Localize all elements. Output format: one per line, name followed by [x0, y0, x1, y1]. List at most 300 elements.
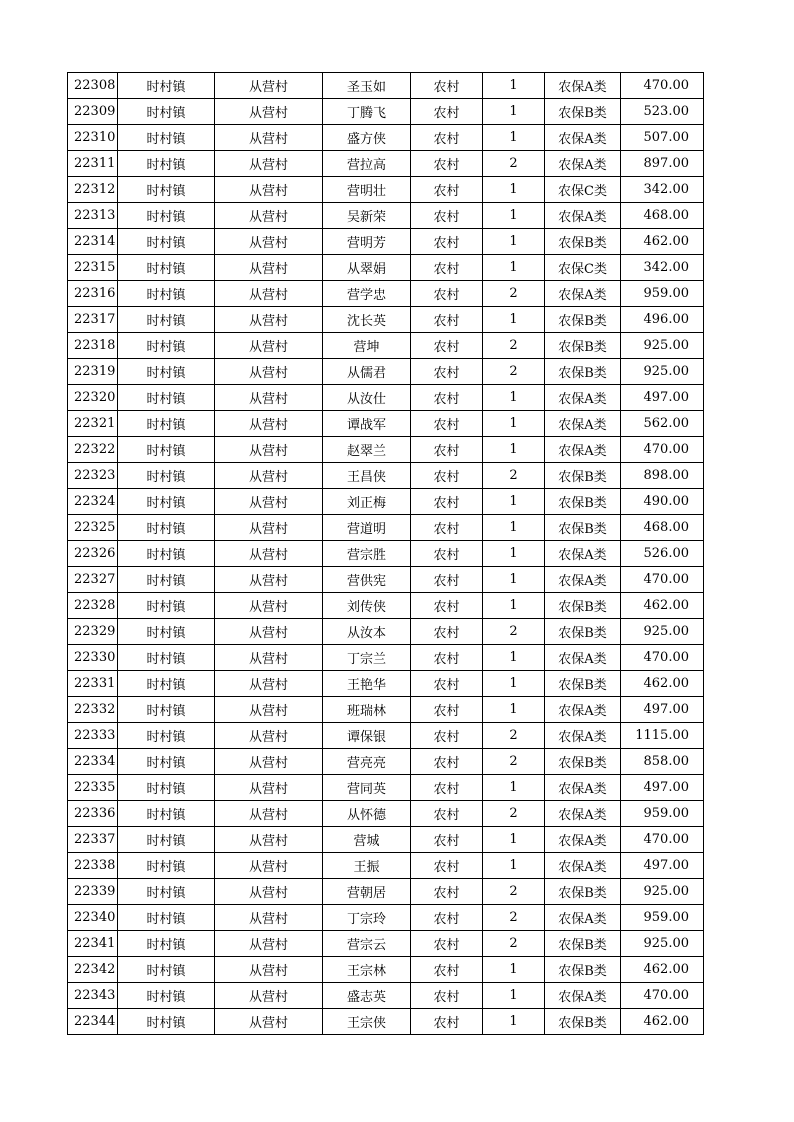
village-cell: 从营村 [215, 671, 323, 697]
record-id-cell: 22328 [68, 593, 118, 619]
amount-cell: 496.00 [621, 307, 704, 333]
record-id-cell: 22342 [68, 957, 118, 983]
name-cell: 营道明 [323, 515, 411, 541]
village-cell: 从营村 [215, 463, 323, 489]
table-row [68, 567, 704, 593]
amount-cell: 468.00 [621, 203, 704, 229]
household-size-cell: 1 [483, 827, 545, 853]
area-type-cell: 农村 [411, 177, 483, 203]
area-type-cell: 农村 [411, 489, 483, 515]
table-row [68, 125, 704, 151]
table-row [68, 281, 704, 307]
village-cell: 从营村 [215, 931, 323, 957]
table-row [68, 99, 704, 125]
area-type-cell: 农村 [411, 255, 483, 281]
amount-cell: 925.00 [621, 619, 704, 645]
record-id-cell: 22329 [68, 619, 118, 645]
insurance-class-cell: 农保B类 [545, 359, 621, 385]
household-size-cell: 2 [483, 359, 545, 385]
record-id-cell: 22337 [68, 827, 118, 853]
name-cell: 刘正梅 [323, 489, 411, 515]
village-cell: 从营村 [215, 229, 323, 255]
record-id-cell: 22316 [68, 281, 118, 307]
household-size-cell: 2 [483, 151, 545, 177]
record-id-cell: 22336 [68, 801, 118, 827]
village-cell: 从营村 [215, 125, 323, 151]
household-size-cell: 1 [483, 437, 545, 463]
table-row [68, 437, 704, 463]
table-row [68, 463, 704, 489]
amount-cell: 1115.00 [621, 723, 704, 749]
name-cell: 赵翠兰 [323, 437, 411, 463]
household-size-cell: 1 [483, 489, 545, 515]
insurance-class-cell: 农保A类 [545, 281, 621, 307]
table-row [68, 879, 704, 905]
amount-cell: 470.00 [621, 983, 704, 1009]
table-row [68, 229, 704, 255]
area-type-cell: 农村 [411, 671, 483, 697]
household-size-cell: 2 [483, 879, 545, 905]
area-type-cell: 农村 [411, 1009, 483, 1035]
amount-cell: 959.00 [621, 801, 704, 827]
area-type-cell: 农村 [411, 99, 483, 125]
village-cell: 从营村 [215, 177, 323, 203]
name-cell: 丁宗玲 [323, 905, 411, 931]
household-size-cell: 2 [483, 931, 545, 957]
town-cell: 时村镇 [118, 697, 215, 723]
amount-cell: 858.00 [621, 749, 704, 775]
area-type-cell: 农村 [411, 437, 483, 463]
name-cell: 刘传侠 [323, 593, 411, 619]
amount-cell: 925.00 [621, 931, 704, 957]
town-cell: 时村镇 [118, 151, 215, 177]
record-id-cell: 22331 [68, 671, 118, 697]
town-cell: 时村镇 [118, 645, 215, 671]
name-cell: 营明芳 [323, 229, 411, 255]
area-type-cell: 农村 [411, 385, 483, 411]
area-type-cell: 农村 [411, 645, 483, 671]
household-size-cell: 2 [483, 333, 545, 359]
town-cell: 时村镇 [118, 723, 215, 749]
name-cell: 从翠娟 [323, 255, 411, 281]
name-cell: 营城 [323, 827, 411, 853]
area-type-cell: 农村 [411, 567, 483, 593]
table-row [68, 151, 704, 177]
amount-cell: 497.00 [621, 697, 704, 723]
name-cell: 谭保银 [323, 723, 411, 749]
name-cell: 营坤 [323, 333, 411, 359]
name-cell: 营学忠 [323, 281, 411, 307]
town-cell: 时村镇 [118, 801, 215, 827]
name-cell: 王昌侠 [323, 463, 411, 489]
household-size-cell: 1 [483, 567, 545, 593]
area-type-cell: 农村 [411, 281, 483, 307]
town-cell: 时村镇 [118, 229, 215, 255]
record-id-cell: 22319 [68, 359, 118, 385]
insurance-class-cell: 农保B类 [545, 931, 621, 957]
amount-cell: 959.00 [621, 905, 704, 931]
household-size-cell: 1 [483, 957, 545, 983]
household-size-cell: 2 [483, 619, 545, 645]
village-cell: 从营村 [215, 515, 323, 541]
town-cell: 时村镇 [118, 827, 215, 853]
record-id-cell: 22335 [68, 775, 118, 801]
insurance-class-cell: 农保B类 [545, 593, 621, 619]
village-cell: 从营村 [215, 853, 323, 879]
record-id-cell: 22326 [68, 541, 118, 567]
name-cell: 营同英 [323, 775, 411, 801]
name-cell: 吴新荣 [323, 203, 411, 229]
household-size-cell: 1 [483, 853, 545, 879]
name-cell: 班瑞林 [323, 697, 411, 723]
insurance-class-cell: 农保A类 [545, 723, 621, 749]
village-cell: 从营村 [215, 645, 323, 671]
household-size-cell: 1 [483, 515, 545, 541]
table-row [68, 827, 704, 853]
insurance-class-cell: 农保A类 [545, 437, 621, 463]
insurance-class-cell: 农保A类 [545, 385, 621, 411]
town-cell: 时村镇 [118, 775, 215, 801]
table-row [68, 801, 704, 827]
village-cell: 从营村 [215, 723, 323, 749]
insurance-class-cell: 农保B类 [545, 333, 621, 359]
household-size-cell: 1 [483, 385, 545, 411]
table-row [68, 957, 704, 983]
town-cell: 时村镇 [118, 177, 215, 203]
roster-body [68, 73, 704, 1035]
town-cell: 时村镇 [118, 749, 215, 775]
amount-cell: 470.00 [621, 645, 704, 671]
table-row [68, 645, 704, 671]
amount-cell: 468.00 [621, 515, 704, 541]
name-cell: 圣玉如 [323, 73, 411, 99]
household-size-cell: 1 [483, 177, 545, 203]
insurance-class-cell: 农保A类 [545, 125, 621, 151]
name-cell: 从儒君 [323, 359, 411, 385]
village-cell: 从营村 [215, 801, 323, 827]
table-row [68, 333, 704, 359]
amount-cell: 462.00 [621, 229, 704, 255]
insurance-class-cell: 农保A类 [545, 203, 621, 229]
table-row [68, 697, 704, 723]
table-row [68, 385, 704, 411]
name-cell: 王振 [323, 853, 411, 879]
village-cell: 从营村 [215, 73, 323, 99]
insurance-class-cell: 农保B类 [545, 229, 621, 255]
table-row [68, 931, 704, 957]
village-cell: 从营村 [215, 281, 323, 307]
area-type-cell: 农村 [411, 983, 483, 1009]
insurance-class-cell: 农保B类 [545, 879, 621, 905]
area-type-cell: 农村 [411, 125, 483, 151]
insurance-class-cell: 农保A类 [545, 645, 621, 671]
table-row [68, 515, 704, 541]
insurance-class-cell: 农保B类 [545, 99, 621, 125]
amount-cell: 523.00 [621, 99, 704, 125]
name-cell: 盛方侠 [323, 125, 411, 151]
amount-cell: 470.00 [621, 567, 704, 593]
town-cell: 时村镇 [118, 203, 215, 229]
amount-cell: 470.00 [621, 73, 704, 99]
town-cell: 时村镇 [118, 489, 215, 515]
name-cell: 丁腾飞 [323, 99, 411, 125]
area-type-cell: 农村 [411, 151, 483, 177]
record-id-cell: 22312 [68, 177, 118, 203]
village-cell: 从营村 [215, 957, 323, 983]
insurance-class-cell: 农保A类 [545, 905, 621, 931]
town-cell: 时村镇 [118, 905, 215, 931]
record-id-cell: 22343 [68, 983, 118, 1009]
area-type-cell: 农村 [411, 697, 483, 723]
table-row [68, 671, 704, 697]
village-cell: 从营村 [215, 359, 323, 385]
area-type-cell: 农村 [411, 801, 483, 827]
record-id-cell: 22315 [68, 255, 118, 281]
amount-cell: 470.00 [621, 827, 704, 853]
table-row [68, 411, 704, 437]
record-id-cell: 22341 [68, 931, 118, 957]
table-row [68, 489, 704, 515]
area-type-cell: 农村 [411, 879, 483, 905]
amount-cell: 462.00 [621, 957, 704, 983]
name-cell: 营明壮 [323, 177, 411, 203]
name-cell: 营亮亮 [323, 749, 411, 775]
village-cell: 从营村 [215, 411, 323, 437]
area-type-cell: 农村 [411, 619, 483, 645]
table-row [68, 359, 704, 385]
household-size-cell: 1 [483, 307, 545, 333]
name-cell: 营朝居 [323, 879, 411, 905]
table-row [68, 307, 704, 333]
village-cell: 从营村 [215, 385, 323, 411]
household-size-cell: 1 [483, 229, 545, 255]
household-size-cell: 2 [483, 749, 545, 775]
name-cell: 营供宪 [323, 567, 411, 593]
town-cell: 时村镇 [118, 359, 215, 385]
area-type-cell: 农村 [411, 229, 483, 255]
record-id-cell: 22317 [68, 307, 118, 333]
village-cell: 从营村 [215, 567, 323, 593]
town-cell: 时村镇 [118, 385, 215, 411]
record-id-cell: 22313 [68, 203, 118, 229]
record-id-cell: 22344 [68, 1009, 118, 1035]
household-size-cell: 1 [483, 671, 545, 697]
amount-cell: 925.00 [621, 359, 704, 385]
household-size-cell: 1 [483, 255, 545, 281]
household-size-cell: 1 [483, 411, 545, 437]
village-cell: 从营村 [215, 905, 323, 931]
area-type-cell: 农村 [411, 593, 483, 619]
roster-table [67, 72, 704, 1035]
town-cell: 时村镇 [118, 73, 215, 99]
household-size-cell: 1 [483, 73, 545, 99]
household-size-cell: 1 [483, 593, 545, 619]
village-cell: 从营村 [215, 489, 323, 515]
insurance-class-cell: 农保A类 [545, 73, 621, 99]
amount-cell: 497.00 [621, 385, 704, 411]
village-cell: 从营村 [215, 697, 323, 723]
area-type-cell: 农村 [411, 957, 483, 983]
table-row [68, 723, 704, 749]
town-cell: 时村镇 [118, 541, 215, 567]
town-cell: 时村镇 [118, 619, 215, 645]
record-id-cell: 22323 [68, 463, 118, 489]
area-type-cell: 农村 [411, 541, 483, 567]
name-cell: 盛志英 [323, 983, 411, 1009]
area-type-cell: 农村 [411, 749, 483, 775]
table-row [68, 203, 704, 229]
household-size-cell: 1 [483, 1009, 545, 1035]
household-size-cell: 2 [483, 463, 545, 489]
area-type-cell: 农村 [411, 931, 483, 957]
village-cell: 从营村 [215, 879, 323, 905]
amount-cell: 490.00 [621, 489, 704, 515]
town-cell: 时村镇 [118, 281, 215, 307]
table-row [68, 983, 704, 1009]
name-cell: 丁宗兰 [323, 645, 411, 671]
record-id-cell: 22339 [68, 879, 118, 905]
insurance-class-cell: 农保C类 [545, 177, 621, 203]
insurance-class-cell: 农保B类 [545, 1009, 621, 1035]
insurance-class-cell: 农保A类 [545, 411, 621, 437]
record-id-cell: 22322 [68, 437, 118, 463]
table-row [68, 905, 704, 931]
name-cell: 营宗云 [323, 931, 411, 957]
town-cell: 时村镇 [118, 125, 215, 151]
record-id-cell: 22340 [68, 905, 118, 931]
record-id-cell: 22321 [68, 411, 118, 437]
village-cell: 从营村 [215, 255, 323, 281]
insurance-class-cell: 农保B类 [545, 515, 621, 541]
table-row [68, 541, 704, 567]
town-cell: 时村镇 [118, 307, 215, 333]
table-row [68, 73, 704, 99]
household-size-cell: 1 [483, 99, 545, 125]
area-type-cell: 农村 [411, 827, 483, 853]
town-cell: 时村镇 [118, 931, 215, 957]
record-id-cell: 22325 [68, 515, 118, 541]
household-size-cell: 2 [483, 281, 545, 307]
insurance-class-cell: 农保A类 [545, 697, 621, 723]
area-type-cell: 农村 [411, 853, 483, 879]
village-cell: 从营村 [215, 983, 323, 1009]
household-size-cell: 2 [483, 905, 545, 931]
town-cell: 时村镇 [118, 957, 215, 983]
insurance-class-cell: 农保B类 [545, 671, 621, 697]
village-cell: 从营村 [215, 99, 323, 125]
record-id-cell: 22314 [68, 229, 118, 255]
table-row [68, 255, 704, 281]
village-cell: 从营村 [215, 203, 323, 229]
area-type-cell: 农村 [411, 307, 483, 333]
amount-cell: 342.00 [621, 255, 704, 281]
amount-cell: 342.00 [621, 177, 704, 203]
name-cell: 王宗林 [323, 957, 411, 983]
table-row [68, 1009, 704, 1035]
village-cell: 从营村 [215, 775, 323, 801]
town-cell: 时村镇 [118, 463, 215, 489]
household-size-cell: 1 [483, 983, 545, 1009]
insurance-class-cell: 农保A类 [545, 541, 621, 567]
town-cell: 时村镇 [118, 437, 215, 463]
area-type-cell: 农村 [411, 905, 483, 931]
village-cell: 从营村 [215, 437, 323, 463]
insurance-class-cell: 农保B类 [545, 957, 621, 983]
record-id-cell: 22324 [68, 489, 118, 515]
name-cell: 沈长英 [323, 307, 411, 333]
insurance-class-cell: 农保A类 [545, 827, 621, 853]
insurance-class-cell: 农保B类 [545, 749, 621, 775]
household-size-cell: 1 [483, 125, 545, 151]
insurance-class-cell: 农保A类 [545, 983, 621, 1009]
name-cell: 营拉高 [323, 151, 411, 177]
town-cell: 时村镇 [118, 671, 215, 697]
amount-cell: 497.00 [621, 775, 704, 801]
area-type-cell: 农村 [411, 73, 483, 99]
area-type-cell: 农村 [411, 359, 483, 385]
record-id-cell: 22334 [68, 749, 118, 775]
insurance-class-cell: 农保C类 [545, 255, 621, 281]
town-cell: 时村镇 [118, 983, 215, 1009]
record-id-cell: 22318 [68, 333, 118, 359]
amount-cell: 959.00 [621, 281, 704, 307]
name-cell: 谭战军 [323, 411, 411, 437]
household-size-cell: 2 [483, 801, 545, 827]
name-cell: 从汝本 [323, 619, 411, 645]
record-id-cell: 22311 [68, 151, 118, 177]
insurance-class-cell: 农保A类 [545, 801, 621, 827]
insurance-class-cell: 农保B类 [545, 463, 621, 489]
record-id-cell: 22338 [68, 853, 118, 879]
amount-cell: 526.00 [621, 541, 704, 567]
table-row [68, 775, 704, 801]
area-type-cell: 农村 [411, 775, 483, 801]
record-id-cell: 22310 [68, 125, 118, 151]
household-size-cell: 1 [483, 697, 545, 723]
household-size-cell: 1 [483, 203, 545, 229]
village-cell: 从营村 [215, 541, 323, 567]
town-cell: 时村镇 [118, 515, 215, 541]
record-id-cell: 22333 [68, 723, 118, 749]
village-cell: 从营村 [215, 307, 323, 333]
amount-cell: 562.00 [621, 411, 704, 437]
area-type-cell: 农村 [411, 203, 483, 229]
insurance-class-cell: 农保A类 [545, 775, 621, 801]
amount-cell: 497.00 [621, 853, 704, 879]
name-cell: 王艳华 [323, 671, 411, 697]
name-cell: 王宗侠 [323, 1009, 411, 1035]
amount-cell: 470.00 [621, 437, 704, 463]
amount-cell: 897.00 [621, 151, 704, 177]
insurance-class-cell: 农保B类 [545, 489, 621, 515]
area-type-cell: 农村 [411, 411, 483, 437]
table-row [68, 619, 704, 645]
insurance-class-cell: 农保A类 [545, 567, 621, 593]
village-cell: 从营村 [215, 1009, 323, 1035]
table-row [68, 593, 704, 619]
insurance-class-cell: 农保A类 [545, 151, 621, 177]
record-id-cell: 22327 [68, 567, 118, 593]
town-cell: 时村镇 [118, 1009, 215, 1035]
amount-cell: 462.00 [621, 593, 704, 619]
table-row [68, 177, 704, 203]
village-cell: 从营村 [215, 593, 323, 619]
name-cell: 从汝仕 [323, 385, 411, 411]
amount-cell: 898.00 [621, 463, 704, 489]
record-id-cell: 22320 [68, 385, 118, 411]
household-size-cell: 1 [483, 775, 545, 801]
area-type-cell: 农村 [411, 515, 483, 541]
